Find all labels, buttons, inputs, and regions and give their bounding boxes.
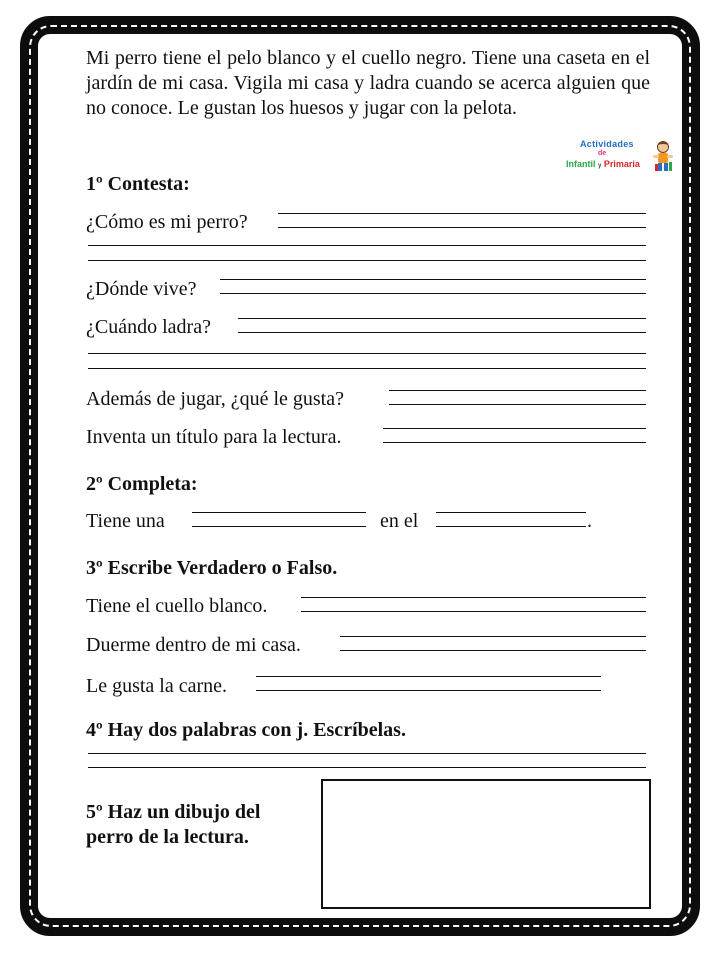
complete-period: . xyxy=(587,510,592,532)
answer-line[interactable] xyxy=(301,597,646,598)
question-4: Además de jugar, ¿qué le gusta? xyxy=(86,388,344,410)
answer-line[interactable] xyxy=(389,404,646,405)
answer-line[interactable] xyxy=(389,390,646,391)
answer-line[interactable] xyxy=(88,245,646,246)
statement-3: Le gusta la carne. xyxy=(86,675,228,697)
section5-title-line2: perro de la lectura. xyxy=(86,826,249,848)
section5-title-line1: 5º Haz un dibujo del xyxy=(86,801,261,823)
answer-line[interactable] xyxy=(88,753,646,754)
section3-title: 3º Escribe Verdadero o Falso. xyxy=(86,557,338,579)
logo-line3: Infantil y Primaria xyxy=(566,159,640,169)
answer-line[interactable] xyxy=(88,767,646,768)
reading-text: Mi perro tiene el pelo blanco y el cuello negro. Tiene una caseta en el jardín de mi casa. Vigila mi casa y ladra cuando se acerca alguien que no conoce. Le gustan los huesos y jugar con la pelota. xyxy=(86,47,650,119)
answer-line[interactable] xyxy=(256,676,601,677)
answer-line[interactable] xyxy=(383,428,646,429)
fill-blank-1[interactable] xyxy=(192,526,366,527)
answer-line[interactable] xyxy=(220,293,646,294)
answer-line[interactable] xyxy=(340,636,646,637)
complete-part1: Tiene una xyxy=(86,510,165,532)
logo-line1: Actividades xyxy=(580,139,634,149)
answer-line[interactable] xyxy=(383,442,646,443)
answer-line[interactable] xyxy=(238,318,646,319)
kid-mascot-icon xyxy=(650,140,676,174)
section1-title: 1º Contesta: xyxy=(86,173,190,195)
answer-line[interactable] xyxy=(278,227,646,228)
question-2: ¿Dónde vive? xyxy=(86,278,197,300)
site-logo xyxy=(566,138,678,174)
question-1: ¿Cómo es mi perro? xyxy=(86,211,248,233)
statement-2: Duerme dentro de mi casa. xyxy=(86,634,301,656)
answer-line[interactable] xyxy=(88,368,646,369)
answer-line[interactable] xyxy=(301,611,646,612)
logo-line2: de xyxy=(598,150,607,157)
section4-title: 4º Hay dos palabras con j. Escríbelas. xyxy=(86,719,406,741)
question-3: ¿Cuándo ladra? xyxy=(86,316,211,338)
answer-line[interactable] xyxy=(88,260,646,261)
complete-part2: en el xyxy=(380,510,419,532)
fill-blank-1[interactable] xyxy=(192,512,366,513)
answer-line[interactable] xyxy=(238,332,646,333)
answer-line[interactable] xyxy=(278,213,646,214)
answer-line[interactable] xyxy=(256,690,601,691)
fill-blank-2[interactable] xyxy=(436,512,586,513)
statement-1: Tiene el cuello blanco. xyxy=(86,595,268,617)
answer-line[interactable] xyxy=(88,353,646,354)
drawing-box[interactable] xyxy=(321,779,651,909)
answer-line[interactable] xyxy=(220,279,646,280)
fill-blank-2[interactable] xyxy=(436,526,586,527)
section2-title: 2º Completa: xyxy=(86,473,198,495)
answer-line[interactable] xyxy=(340,650,646,651)
question-5: Inventa un título para la lectura. xyxy=(86,426,342,448)
